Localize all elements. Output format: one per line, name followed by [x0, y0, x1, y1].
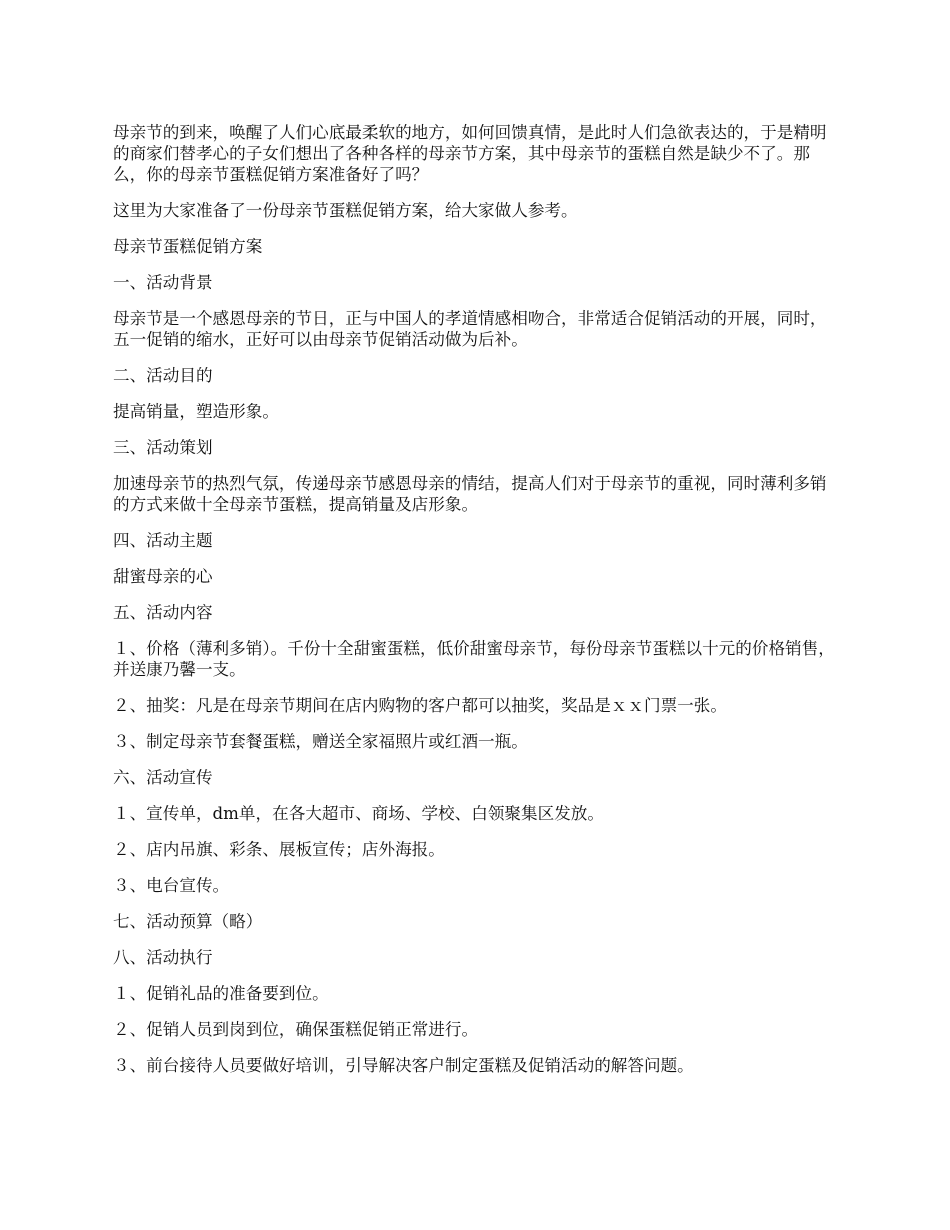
section-heading-execution: 八、活动执行: [113, 948, 213, 967]
section-heading-planning: 三、活动策划: [113, 438, 213, 457]
section-heading-purpose: 二、活动目的: [113, 366, 213, 385]
content-item-3: ３、制定母亲节套餐蛋糕，赠送全家福照片或红酒一瓶。: [113, 732, 528, 751]
section-heading-content: 五、活动内容: [113, 603, 213, 622]
section-text-purpose: 提高销量，塑造形象。: [113, 402, 279, 421]
promotion-item-2: ２、店内吊旗、彩条、展板宣传；店外海报。: [113, 840, 445, 859]
section-text-theme: 甜蜜母亲的心: [113, 567, 213, 586]
execution-item-3: ３、前台接待人员要做好培训，引导解决客户制定蛋糕及促销活动的解答问题。: [113, 1056, 694, 1075]
content-item-2: ２、抽奖：凡是在母亲节期间在店内购物的客户都可以抽奖，奖品是ｘｘ门票一张。: [113, 696, 727, 715]
section-text-background: 母亲节是一个感恩母亲的节日，正与中国人的孝道情感相吻合，非常适合促销活动的开展，同时，五一促销的缩水，正好可以由母亲节促销活动做为后补。: [113, 309, 827, 349]
execution-item-1: １、促销礼品的准备要到位。: [113, 984, 329, 1003]
execution-item-2: ２、促销人员到岗到位，确保蛋糕促销正常进行。: [113, 1020, 479, 1039]
content-item-1: １、价格（薄利多销）。千份十全甜蜜蛋糕，低价甜蜜母亲节，每份母亲节蛋糕以十元的价格销售，并送康乃馨一支。: [113, 639, 835, 679]
section-heading-background: 一、活动背景: [113, 273, 213, 292]
intro-paragraph: 母亲节的到来，唤醒了人们心底最柔软的地方，如何回馈真情，是此时人们急欲表达的，于是精明的商家们替孝心的子女们想出了各种各样的母亲节方案，其中母亲节的蛋糕自然是缺少不了。那么，你的母亲节蛋糕促销方案准备好了吗？: [113, 123, 827, 184]
section-heading-promotion: 六、活动宣传: [113, 768, 213, 787]
section-text-planning: 加速母亲节的热烈气氛，传递母亲节感恩母亲的情结，提高人们对于母亲节的重视，同时薄利多销的方式来做十全母亲节蛋糕，提高销量及店形象。: [113, 474, 827, 514]
promotion-item-3: ３、电台宣传。: [113, 876, 230, 895]
section-heading-theme: 四、活动主题: [113, 531, 213, 550]
intro-note: 这里为大家准备了一份母亲节蛋糕促销方案，给大家做人参考。: [113, 201, 578, 220]
section-heading-budget: 七、活动预算（略）: [113, 912, 263, 931]
promotion-item-1: １、宣传单，dm单，在各大超市、商场、学校、白领聚集区发放。: [113, 804, 604, 823]
document-title: 母亲节蛋糕促销方案: [113, 237, 263, 256]
document-body: [113, 122, 843, 1091]
